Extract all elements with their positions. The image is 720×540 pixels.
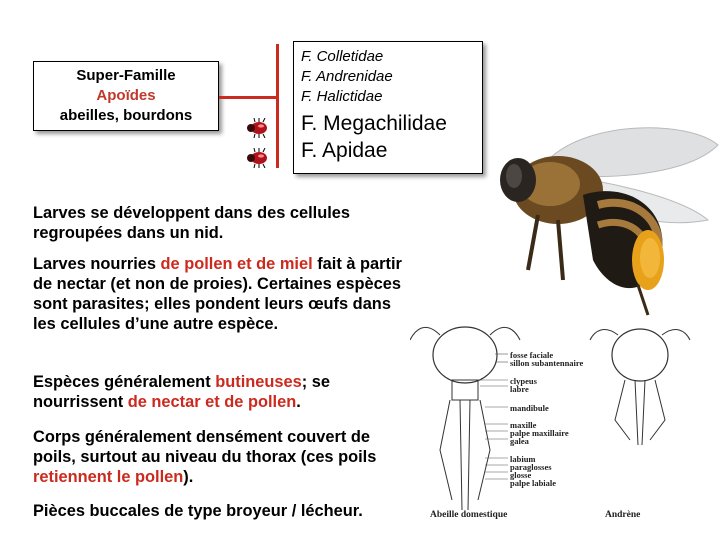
superfamily-name: Apoïdes	[96, 87, 156, 104]
paragraph-text: Espèces généralement	[33, 373, 216, 391]
family-megachilidae: F. Megachilidae	[301, 112, 447, 135]
connector-horizontal	[219, 96, 277, 99]
superfamily-title: Super-Famille	[76, 67, 176, 84]
highlight-butineuses: butineuses	[215, 373, 302, 391]
paragraph-larvae-cells	[33, 203, 413, 243]
diagram-label: mandibule	[510, 403, 549, 413]
paragraph-text: ; se nourrissent	[33, 373, 330, 411]
paragraph-text: Larves nourries	[33, 255, 161, 273]
diagram-label: fosse faciale	[510, 350, 554, 360]
diagram-label: glosse	[510, 470, 532, 480]
paragraph-larvae-food	[33, 254, 408, 334]
paragraph-text: Pièces buccales de type broyeur / lécheur.	[33, 502, 363, 520]
families-box	[293, 41, 483, 174]
paragraph-text: fait à partir de nectar (et non de proies). Certaines espèces sont parasites; elles pondent leurs œufs dans les cellules d’une autre espèce.	[33, 255, 402, 333]
connector-vertical	[276, 44, 279, 168]
diagram-caption-right: Andrène	[605, 510, 641, 520]
diagram-label: maxille	[510, 420, 537, 430]
mouthparts-diagram	[410, 310, 715, 530]
superfamily-box	[33, 61, 219, 131]
bee-bullet-icon	[245, 118, 271, 138]
paragraph-text: Larves se développent dans des cellules regroupées dans un nid.	[33, 204, 351, 242]
diagram-label: labre	[510, 384, 529, 394]
paragraph-mouthparts	[33, 501, 413, 521]
diagram-label: sillon subantennaire	[510, 358, 584, 368]
diagram-label: galea	[510, 436, 529, 446]
bee-bullet-icon	[245, 148, 271, 168]
paragraph-text: ).	[183, 468, 194, 486]
paragraph-foraging	[33, 372, 383, 412]
diagram-label: clypeus	[510, 376, 537, 386]
family-apidae: F. Apidae	[301, 139, 388, 162]
paragraph-text: Corps généralement densément couvert de poils, surtout au niveau du thorax (ces poils	[33, 428, 377, 466]
highlight-nectar-pollen: de nectar et de pollen	[127, 393, 297, 411]
family-andrenidae: F. Andrenidae	[301, 68, 393, 85]
superfamily-common-names: abeilles, bourdons	[59, 107, 193, 124]
family-halictidae: F. Halictidae	[301, 88, 383, 105]
paragraph-hairs	[33, 427, 411, 487]
bee-photo	[488, 120, 720, 320]
diagram-label: labium	[510, 454, 536, 464]
family-colletidae: F. Colletidae	[301, 48, 384, 65]
highlight-pollen-honey: de pollen et de miel	[160, 255, 313, 273]
diagram-label: palpe labiale	[510, 478, 557, 488]
diagram-label: palpe maxillaire	[510, 428, 569, 438]
diagram-caption-left: Abeille domestique	[430, 510, 508, 520]
paragraph-text: .	[296, 393, 301, 411]
diagram-label: paraglosses	[510, 462, 552, 472]
highlight-retain-pollen: retiennent le pollen	[33, 468, 184, 486]
